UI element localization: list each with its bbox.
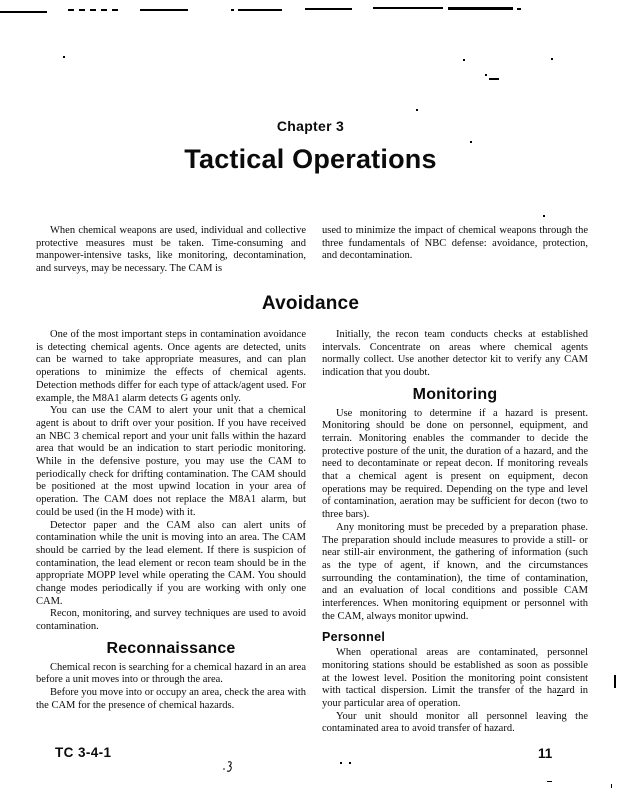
scan-speck <box>485 74 487 76</box>
scan-speck <box>349 762 351 764</box>
body-paragraph: You can use the CAM to alert your unit that a chemical agent is about to drift over your position. If you have received an NBC 3 chemical report and your unit falls within the hazard area that would be an indication to start periodic monitoring. While in the defensive posture, you may use the CAM to periodically check for drifting contamination. The CAM should be positioned at the most upwind location in your area of operation. The CAM does not replace the M8A1 alarm, but could be used (in the H mode) with it. <box>36 405 306 518</box>
scan-speck <box>470 141 472 143</box>
footer-document-id: TC 3-4-1 <box>55 745 112 760</box>
scan-artifact <box>238 9 282 11</box>
scan-speck <box>416 109 418 111</box>
subheading-reconnaissance: Reconnaissance <box>106 639 236 657</box>
right-column <box>322 329 588 736</box>
scan-artifact <box>305 8 352 10</box>
scan-artifact <box>68 9 118 11</box>
scan-artifact <box>373 7 443 9</box>
scan-speck <box>611 784 612 788</box>
body-paragraph: Use monitoring to determine if a hazard is present. Monitoring should be done on personnel, equipment, and terrain. Monitoring enables the commander to decide the protective posture of the unit, the duration of a hazard, and the need to decontaminate or repeat decon. If monitoring reveals that a chemical agent is present on equipment, decon operations may be required. Depending on the type and level of contamination, aeration may be sufficient for decon (two to three bars). <box>322 407 588 521</box>
body-paragraph: When operational areas are contaminated, personnel monitoring stations should be established as soon as possible at the lowest level. Position the monitoring point consistent with tactical dispersion. Limit the transfer of the hazard in your particular area of operation. <box>322 647 588 709</box>
scan-speck <box>551 58 553 60</box>
section-heading-avoidance: Avoidance <box>261 293 360 314</box>
body-paragraph: Any monitoring must be preceded by a preparation phase. The preparation should include measures to provide a still- or near still-air environment, the gathering of information (such as the type of agent, if known, and the circumstances surrounding the contamination), the time of contamination, and an evaluation of local conditions and possible CAM interferences. When monitoring equipment or personnel with the CAM, always monitor upwind. <box>322 521 588 622</box>
scan-speck <box>543 215 545 217</box>
body-paragraph: Recon, monitoring, and survey techniques are used to avoid contamination. <box>36 608 306 633</box>
intro-paragraph: When chemical weapons are used, individual and collective protective measures must be taken. Time-consuming and manpower-intensive tasks, like monitoring, decontamination, and surveys, may be necessary. The CAM is <box>36 225 306 275</box>
footer-page-number: 11 <box>538 746 553 761</box>
scan-speck <box>547 781 552 782</box>
scan-artifact <box>448 7 513 10</box>
body-paragraph: Detector paper and the CAM also can alert units of contamination while the unit is moving into an area. The CAM should be carried by the lead element. If there is suspicion of contamination, the lead element or recon team should be in the appropriate MOPP level while operating the CAM. You should change modes periodically if you are working with only one CAM. <box>36 519 306 607</box>
scan-squiggle <box>222 760 236 772</box>
left-column <box>36 329 306 712</box>
scan-artifact <box>0 11 47 13</box>
subheading-monitoring: Monitoring <box>412 385 498 403</box>
scan-artifact <box>517 8 521 10</box>
body-paragraph: Before you move into or occupy an area, check the area with the CAM for the presence of chemical hazards. <box>36 686 306 711</box>
scan-speck <box>340 762 342 764</box>
subheading-personnel: Personnel <box>322 630 386 645</box>
scan-artifact <box>140 9 188 11</box>
page-title: Tactical Operations <box>184 144 437 174</box>
scan-artifact <box>231 9 234 11</box>
scan-speck <box>63 56 65 58</box>
body-paragraph: Initially, the recon team conducts checks at established intervals. Concentrate on areas where chemical agents normally collect. Use another detector kit to verify any CAM indication that you doubt. <box>322 329 588 379</box>
body-paragraph: Your unit should monitor all personnel leaving the contaminated area to avoid transfer of hazard. <box>322 710 588 735</box>
intro-right-column <box>322 225 588 263</box>
scan-speck <box>614 675 616 688</box>
intro-paragraph: used to minimize the impact of chemical weapons through the three fundamentals of NBC defense: avoidance, protection, and decontamination. <box>322 225 588 262</box>
chapter-label: Chapter 3 <box>276 118 345 134</box>
intro-left-column <box>36 225 306 276</box>
body-paragraph: Chemical recon is searching for a chemical hazard in an area before a unit moves into or through the area. <box>36 661 306 686</box>
scan-speck <box>463 59 465 61</box>
body-paragraph: One of the most important steps in contamination avoidance is detecting chemical agents. Once agents are detected, units can be warned to take appropriate measures, and can plan operations to minimize the effects of chemical agents. Detection methods differ for each type of attack/agent used. For example, the M8A1 alarm detects G agents only. <box>36 329 306 404</box>
scan-speck <box>489 78 499 80</box>
